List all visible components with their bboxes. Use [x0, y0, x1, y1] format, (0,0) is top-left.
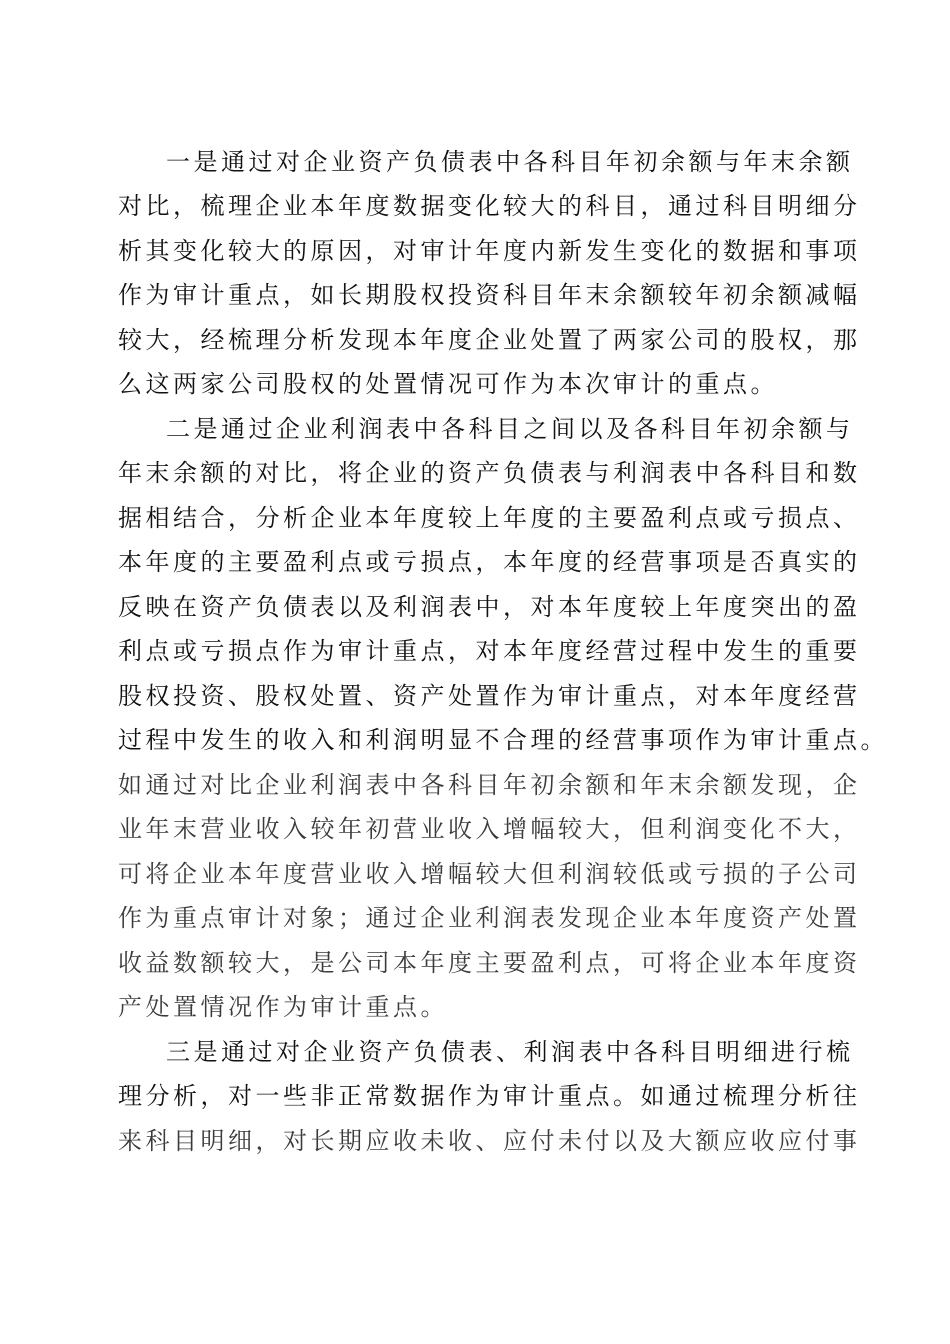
paragraph-2-line-11: 可将企业本年度营业收入增幅较大但利润较低或亏损的子公司 — [118, 860, 861, 888]
paragraph-3-line-2: 理分析，对一些非正常数据作为审计重点。如通过梳理分析往 — [118, 1082, 861, 1110]
paragraph-1-line-2: 对比，梳理企业本年度数据变化较大的科目，通过科目明细分 — [118, 192, 861, 220]
paragraph-2-line-1: 二是通过企业利润表中各科目之间以及各科目年初余额与 — [166, 415, 854, 443]
paragraph-1-line-4: 作为审计重点，如长期股权投资科目年末余额较年初余额减幅 — [118, 281, 861, 309]
paragraph-3-line-1: 三是通过对企业资产负债表、利润表中各科目明细进行梳 — [166, 1038, 854, 1066]
paragraph-2-line-6: 利点或亏损点作为审计重点，对本年度经营过程中发生的重要 — [118, 637, 861, 665]
paragraph-2-line-10: 业年末营业收入较年初营业收入增幅较大，但利润变化不大， — [118, 815, 861, 843]
paragraph-2-line-12: 作为重点审计对象；通过企业利润表发现企业本年度资产处置 — [118, 904, 861, 932]
paragraph-2-line-9: 如通过对比企业利润表中各科目年初余额和年末余额发现，企 — [118, 771, 861, 799]
paragraph-3-line-3: 来科目明细，对长期应收未收、应付未付以及大额应收应付事 — [118, 1127, 861, 1155]
paragraph-2-line-5: 反映在资产负债表以及利润表中，对本年度较上年度突出的盈 — [118, 593, 861, 621]
paragraph-2-line-4: 本年度的主要盈利点或亏损点，本年度的经营事项是否真实的 — [118, 548, 861, 576]
paragraph-1-line-1: 一是通过对企业资产负债表中各科目年初余额与年末余额 — [166, 148, 854, 176]
paragraph-2-line-8: 过程中发生的收入和利润明显不合理的经营事项作为审计重点。 — [118, 726, 888, 754]
paragraph-2-line-14: 产处置情况作为审计重点。 — [118, 993, 448, 1021]
paragraph-2-line-7: 股权投资、股权处置、资产处置作为审计重点，对本年度经营 — [118, 682, 861, 710]
paragraph-2-line-13: 收益数额较大，是公司本年度主要盈利点，可将企业本年度资 — [118, 949, 861, 977]
paragraph-1-line-6: 么这两家公司股权的处置情况可作为本次审计的重点。 — [118, 370, 778, 398]
paragraph-2-line-3: 据相结合，分析企业本年度较上年度的主要盈利点或亏损点、 — [118, 504, 861, 532]
paragraph-1-line-5: 较大，经梳理分析发现本年度企业处置了两家公司的股权，那 — [118, 326, 861, 354]
paragraph-2-line-2: 年末余额的对比，将企业的资产负债表与利润表中各科目和数 — [118, 459, 861, 487]
paragraph-1-line-3: 析其变化较大的原因，对审计年度内新发生变化的数据和事项 — [118, 237, 861, 265]
